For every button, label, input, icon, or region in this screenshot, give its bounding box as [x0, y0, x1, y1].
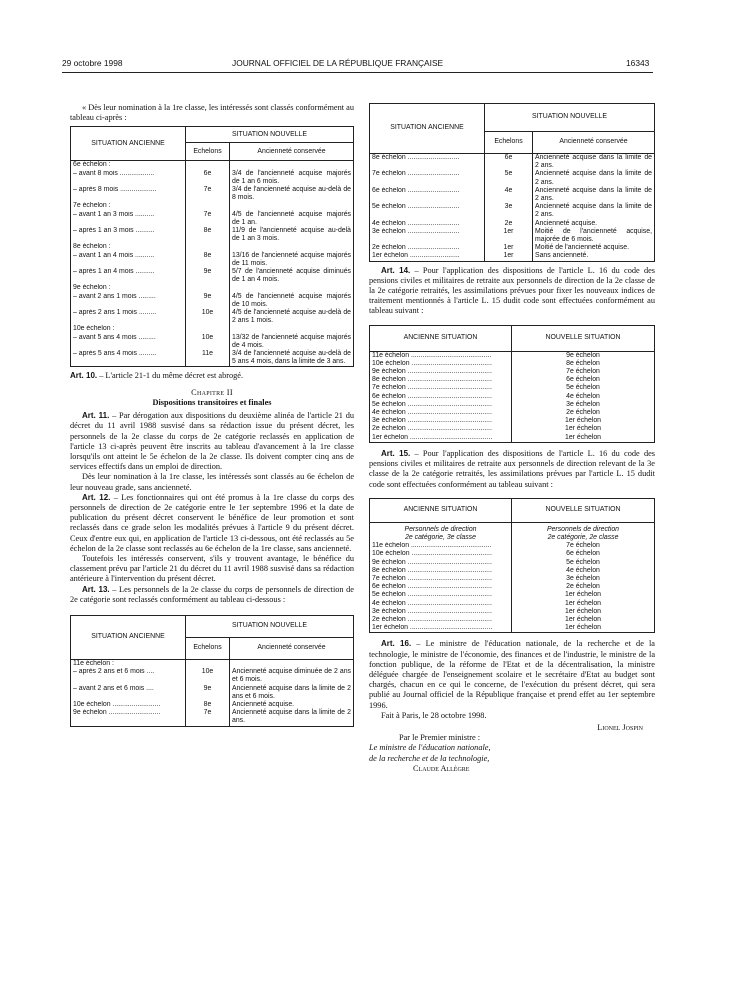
- cell-anciennete: 13/16 de l'ancienneté acquise majorés de 11 mois.: [230, 252, 354, 268]
- cell-echelon: [186, 325, 230, 333]
- cell-anciennete: Sans ancienneté.: [533, 252, 655, 261]
- cell-anciennete: 13/32 de l'ancienneté acquise majorés de 4 mois.: [230, 334, 354, 350]
- cell-ancienne-situation: 11e échelon ..........................................: [370, 542, 512, 550]
- cell-situation-ancienne: 7e échelon :: [71, 202, 186, 210]
- table-row: [71, 325, 354, 333]
- table-row: [370, 600, 655, 608]
- table-row: [71, 252, 354, 268]
- cell-nouvelle-situation: 1er échelon: [512, 608, 655, 616]
- cell-anciennete: [230, 161, 354, 170]
- table-row: [71, 170, 354, 186]
- cell-echelon: 8e: [186, 252, 230, 268]
- table-row: [370, 203, 655, 219]
- table-row: [71, 161, 354, 170]
- cell-nouvelle-situation: 1er échelon: [512, 624, 655, 633]
- pension-assimilation-table-2: [369, 498, 655, 634]
- cell-situation-ancienne: – après 8 mois ...................: [71, 186, 186, 202]
- cell-nouvelle-situation: 7e échelon: [512, 368, 655, 376]
- right-column: [369, 103, 655, 774]
- cell-situation-ancienne: 2e échelon ...........................: [370, 244, 485, 252]
- cell-nouvelle-situation: 1er échelon: [512, 616, 655, 624]
- cell-echelon: 9e: [186, 293, 230, 309]
- cell-ancienne-situation: 8e échelon ............................................: [370, 376, 512, 384]
- cell-situation-ancienne: – après 1 an 4 mois ..........: [71, 268, 186, 284]
- article-text: – L'article 21-1 du même décret est abrogé.: [97, 371, 244, 381]
- col-header-echelons: Echelons: [186, 637, 230, 659]
- article-12: [70, 493, 354, 554]
- cell-nouvelle-situation: 1er échelon: [512, 600, 655, 608]
- cell-ancienne-situation: 10e échelon ..........................................: [370, 360, 512, 368]
- cell-situation-ancienne: – avant 5 ans 4 mois .........: [71, 334, 186, 350]
- cell-situation-ancienne: 10e échelon .........................: [71, 701, 186, 709]
- cell-echelon: 10e: [186, 334, 230, 350]
- article-label: Art. 12.: [82, 492, 111, 502]
- cell-ancienne-situation: 1er échelon ...........................................: [370, 624, 512, 633]
- table-row: [71, 309, 354, 325]
- cell-situation-ancienne: 9e échelon :: [71, 284, 186, 292]
- article-15: [369, 449, 655, 490]
- cell-ancienne-situation: 2e échelon ............................................: [370, 425, 512, 433]
- table-row: [370, 360, 655, 368]
- table-row: [370, 409, 655, 417]
- cell-echelon: 7e: [186, 709, 230, 726]
- cell-anciennete: Moitié de l'ancienneté acquise.: [533, 244, 655, 252]
- cell-anciennete: [230, 659, 354, 668]
- cell-anciennete: [230, 284, 354, 292]
- cell-situation-ancienne: 3e échelon ...........................: [370, 228, 485, 244]
- cell-situation-ancienne: 10e échelon :: [71, 325, 186, 333]
- subheader-ancienne: Personnels de direction 2e catégorie, 3e classe: [370, 522, 512, 542]
- cell-situation-ancienne: – avant 2 ans 1 mois .........: [71, 293, 186, 309]
- table-row: [71, 243, 354, 251]
- article-label: Art. 14.: [381, 265, 411, 275]
- cell-anciennete: Ancienneté acquise dans la limite de 2 ans et 6 mois.: [230, 685, 354, 701]
- cell-situation-ancienne: – avant 1 an 4 mois ..........: [71, 252, 186, 268]
- table-row: [370, 368, 655, 376]
- cell-nouvelle-situation: 5e échelon: [512, 559, 655, 567]
- cell-nouvelle-situation: 2e échelon: [512, 583, 655, 591]
- cell-echelon: 11e: [186, 350, 230, 367]
- cell-nouvelle-situation: 3e échelon: [512, 401, 655, 409]
- table-row: [370, 417, 655, 425]
- col-header-nouvelle-situation: NOUVELLE SITUATION: [512, 498, 655, 522]
- table-row: [370, 608, 655, 616]
- article-text: – Les fonctionnaires qui ont été promus à la 1re classe du corps des personnels de direction de 2e catégorie entre le 1er septembre 1996 et la date de publication du présent décret conservent le bénéfice de leur promotion et sont reclassés dans ce grade selon les modalités prévues à l'article 9 du présent décret. Ceux d'entre eux qui, en application de l'article 13 ci-dessous, ont été reclassés au 5e échelon de la 2e classe sont reclassés au 6e échelon de la 1re classe, sans ancienneté.: [70, 492, 355, 553]
- cell-nouvelle-situation: 7e échelon: [512, 542, 655, 550]
- col-header-situation-nouvelle: SITUATION NOUVELLE: [186, 127, 354, 143]
- cell-situation-ancienne: 8e échelon ...........................: [370, 154, 485, 171]
- col-header-anciennete: Ancienneté conservée: [533, 132, 655, 154]
- cell-nouvelle-situation: 5e échelon: [512, 384, 655, 392]
- table-row: [370, 591, 655, 599]
- table-row: [71, 659, 354, 668]
- cell-echelon: 1er: [485, 244, 533, 252]
- cell-anciennete: Ancienneté acquise diminuée de 2 ans et 6 mois.: [230, 668, 354, 684]
- cell-situation-ancienne: 4e échelon ...........................: [370, 220, 485, 228]
- cell-nouvelle-situation: 2e échelon: [512, 409, 655, 417]
- article-10: [70, 371, 354, 381]
- header-title: JOURNAL OFFICIEL DE LA RÉPUBLIQUE FRANÇAISE: [232, 58, 444, 68]
- article-label: Art. 11.: [82, 411, 110, 421]
- article-text: – Pour l'application des dispositions de l'article L. 16 du code des pensions civiles et militaires de retraite aux personnels de direction de la 2e classe de la 2e catégorie retraités, les assimilations prévues pour fixer les nouveaux indices de traitement mentionnés à l'article L. 15 dudit code sont effectuées conformément au tableau suivant :: [369, 265, 655, 316]
- cell-anciennete: Ancienneté acquise.: [533, 220, 655, 228]
- cell-anciennete: 5/7 de l'ancienneté acquise diminués de 1 an 4 mois.: [230, 268, 354, 284]
- table-row: [71, 685, 354, 701]
- table-row: [370, 575, 655, 583]
- reclassification-table-1: [70, 126, 354, 367]
- cell-ancienne-situation: 9e échelon ............................................: [370, 559, 512, 567]
- cell-echelon: 9e: [186, 268, 230, 284]
- cell-nouvelle-situation: 9e échelon: [512, 351, 655, 360]
- table-row: [370, 376, 655, 384]
- table-row: [370, 559, 655, 567]
- cell-anciennete: 11/9 de l'ancienneté acquise au-delà de 1 an 3 mois.: [230, 227, 354, 243]
- table-row: [71, 709, 354, 726]
- cell-ancienne-situation: 6e échelon ............................................: [370, 393, 512, 401]
- cell-situation-ancienne: 11e échelon :: [71, 659, 186, 668]
- cell-echelon: [186, 202, 230, 210]
- article-14: [369, 266, 655, 317]
- table-row: [71, 202, 354, 210]
- table-row: [71, 268, 354, 284]
- table-row: [370, 550, 655, 558]
- table-row: [71, 186, 354, 202]
- cell-anciennete: Ancienneté acquise dans la limite de 2 ans.: [230, 709, 354, 726]
- article-label: Art. 15.: [381, 448, 411, 458]
- col-header-echelons: Echelons: [186, 143, 230, 161]
- cell-nouvelle-situation: 1er échelon: [512, 434, 655, 443]
- cell-anciennete: 3/4 de l'ancienneté acquise majorés de 1 an 6 mois.: [230, 170, 354, 186]
- col-header-situation-ancienne: SITUATION ANCIENNE: [71, 615, 186, 659]
- cell-situation-ancienne: – avant 2 ans et 6 mois ....: [71, 685, 186, 701]
- cell-anciennete: Ancienneté acquise dans la limite de 2 ans.: [533, 154, 655, 171]
- cell-echelon: 1er: [485, 228, 533, 244]
- cell-echelon: 3e: [485, 203, 533, 219]
- table-row: [71, 293, 354, 309]
- cell-anciennete: 4/5 de l'ancienneté acquise au-delà de 2 ans 1 mois.: [230, 309, 354, 325]
- article-label: Art. 13.: [82, 584, 110, 594]
- table-row: [370, 244, 655, 252]
- table-row: [71, 227, 354, 243]
- table-row: [370, 425, 655, 433]
- table-row: [370, 624, 655, 633]
- cell-echelon: 5e: [485, 170, 533, 186]
- cell-echelon: 10e: [186, 309, 230, 325]
- col-header-anciennete: Ancienneté conservée: [230, 637, 354, 659]
- cell-echelon: 7e: [186, 186, 230, 202]
- minister-title-line-2: de la recherche et de la technologie,: [369, 753, 490, 763]
- header-date: 29 octobre 1998: [62, 58, 123, 68]
- article-text: – Le ministre de l'éducation nationale, de la recherche et de la technologie, le ministre de l'économie, des finances et de l'industrie, le ministre de la fonction publique, de la réforme de l'Etat et de la décentralisation, la ministre déléguée chargée de l'enseignement scolaire et le secrétaire d'Etat au budget sont chargés, chacun en ce qui le concerne, de l'exécution du présent décret, qui sera publié au Journal officiel de la République française et prend effet au 1er septembre 1996.: [369, 639, 655, 710]
- col-header-nouvelle-situation: NOUVELLE SITUATION: [512, 325, 655, 351]
- col-header-situation-nouvelle: SITUATION NOUVELLE: [485, 104, 655, 132]
- cell-anciennete: Ancienneté acquise dans la limite de 2 ans.: [533, 170, 655, 186]
- cell-ancienne-situation: 7e échelon ............................................: [370, 384, 512, 392]
- cell-situation-ancienne: – avant 1 an 3 mois ..........: [71, 211, 186, 227]
- article-text: – Par dérogation aux dispositions du deuxième alinéa de l'article 21 du décret du 11 avril 1988 susvisé dans sa rédaction issue du présent décret, les personnels de la 2e classe du corps de 2e catégorie reclassés en application de l'article 13 ci-après peuvent être inscrits au tableau d'avancement à la 1re classe lorsqu'ils ont atteint le 5e échelon de la 2e classe. Ils doivent compter cinq ans de services effectifs dans un emploi de direction.: [70, 411, 354, 472]
- cell-echelon: 1er: [485, 252, 533, 261]
- table-row: [370, 567, 655, 575]
- paragraph-toutefois: Toutefois les intéressés conservent, s'ils y trouvent avantage, le bénéfice du classement prévu par l'article 21 du décret du 11 avril 1988 susvisé dans sa rédaction antérieure à l'intervention du présent décret.: [70, 553, 354, 584]
- cell-ancienne-situation: 4e échelon ............................................: [370, 600, 512, 608]
- table-row: [71, 211, 354, 227]
- paragraph-des-leur-nomination: Dès leur nomination à la 1re classe, les intéressés sont classés au 6e échelon de leur nouveau grade, sans ancienneté.: [70, 472, 354, 492]
- intro-paragraph: « Dès leur nomination à la 1re classe, les intéressés sont classés conformément au tableau ci-après :: [70, 103, 354, 123]
- table-row: [71, 284, 354, 292]
- cell-situation-ancienne: 9e échelon ...........................: [71, 709, 186, 726]
- cell-situation-ancienne: – après 5 ans 4 mois .........: [71, 350, 186, 367]
- chapter-heading: Chapitre II: [191, 387, 233, 397]
- header-page-number: 16343: [626, 58, 650, 68]
- cell-anciennete: [230, 325, 354, 333]
- article-13: [70, 585, 354, 605]
- cell-echelon: 6e: [186, 170, 230, 186]
- signature-minister: Claude Allègre: [413, 763, 470, 773]
- table-row: [71, 668, 354, 684]
- cell-anciennete: [230, 243, 354, 251]
- table-row: [370, 187, 655, 203]
- cell-situation-ancienne: – après 1 an 3 mois ..........: [71, 227, 186, 243]
- cell-anciennete: 3/4 de l'ancienneté acquise au-delà de 5 ans 4 mois, dans la limite de 3 ans.: [230, 350, 354, 367]
- cell-echelon: 9e: [186, 685, 230, 701]
- cell-echelon: 8e: [186, 227, 230, 243]
- cell-nouvelle-situation: 6e échelon: [512, 376, 655, 384]
- cell-situation-ancienne: 6e échelon ...........................: [370, 187, 485, 203]
- table-row: [370, 393, 655, 401]
- cell-anciennete: 4/5 de l'ancienneté acquise majorés de 1 an.: [230, 211, 354, 227]
- cell-nouvelle-situation: 3e échelon: [512, 575, 655, 583]
- cell-situation-ancienne: 8e échelon :: [71, 243, 186, 251]
- cell-echelon: 6e: [485, 154, 533, 171]
- table-row: [370, 616, 655, 624]
- par-le-premier-ministre: Par le Premier ministre :: [399, 733, 481, 743]
- minister-title-line-1: Le ministre de l'éducation nationale,: [369, 743, 491, 753]
- table-row: [370, 351, 655, 360]
- article-text: – Les personnels de la 2e classe du corps de personnels de direction de 2e catégorie sont reclassés conformément au tableau ci-dessous :: [70, 584, 354, 604]
- cell-echelon: 4e: [485, 187, 533, 203]
- cell-echelon: 10e: [186, 668, 230, 684]
- cell-echelon: 8e: [186, 701, 230, 709]
- col-header-situation-ancienne: SITUATION ANCIENNE: [370, 104, 485, 154]
- cell-situation-ancienne: 7e échelon ...........................: [370, 170, 485, 186]
- article-label: Art. 10.: [70, 371, 98, 381]
- cell-anciennete: Moitié de l'ancienneté acquise, majorée de 6 mois.: [533, 228, 655, 244]
- cell-echelon: [186, 284, 230, 292]
- article-16: [369, 639, 655, 710]
- cell-situation-ancienne: 1er échelon ..........................: [370, 252, 485, 261]
- cell-ancienne-situation: 1er échelon ...........................................: [370, 434, 512, 443]
- left-column: [70, 103, 354, 727]
- col-header-situation-nouvelle: SITUATION NOUVELLE: [186, 615, 354, 637]
- cell-ancienne-situation: 5e échelon ............................................: [370, 591, 512, 599]
- table-row: [71, 350, 354, 367]
- cell-anciennete: Ancienneté acquise.: [230, 701, 354, 709]
- cell-echelon: [186, 659, 230, 668]
- subheader-nouvelle: Personnels de direction 2e catégorie, 2e classe: [512, 522, 655, 542]
- cell-echelon: [186, 243, 230, 251]
- cell-nouvelle-situation: 4e échelon: [512, 393, 655, 401]
- cell-situation-ancienne: – après 2 ans et 6 mois ....: [71, 668, 186, 684]
- cell-situation-ancienne: 6e échelon :: [71, 161, 186, 170]
- table-row: [370, 220, 655, 228]
- cell-nouvelle-situation: 1er échelon: [512, 417, 655, 425]
- cell-echelon: 2e: [485, 220, 533, 228]
- cell-anciennete: 3/4 de l'ancienneté acquise au-delà de 8 mois.: [230, 186, 354, 202]
- cell-anciennete: Ancienneté acquise dans la limite de 2 ans.: [533, 187, 655, 203]
- cell-situation-ancienne: 5e échelon ...........................: [370, 203, 485, 219]
- cell-nouvelle-situation: 1er échelon: [512, 425, 655, 433]
- col-header-ancienne-situation: ANCIENNE SITUATION: [370, 325, 512, 351]
- cell-nouvelle-situation: 1er échelon: [512, 591, 655, 599]
- table-row: [370, 228, 655, 244]
- signature-premier-ministre: Lionel Jospin: [597, 722, 643, 732]
- article-text: – Pour l'application des dispositions de l'article L. 16 du code des pensions civiles et militaires de retraite aux personnels de direction relevant de la 3e classe de la 2e catégorie retraités, les assimilations prévues par l'article L. 15 dudit code sont effectuées conformément au tableau suivant :: [369, 448, 655, 489]
- cell-echelon: 7e: [186, 211, 230, 227]
- col-header-situation-ancienne: SITUATION ANCIENNE: [71, 127, 186, 161]
- cell-ancienne-situation: 10e échelon ..........................................: [370, 550, 512, 558]
- table-row: [370, 154, 655, 171]
- cell-ancienne-situation: 3e échelon ............................................: [370, 417, 512, 425]
- article-11: [70, 411, 354, 472]
- cell-ancienne-situation: 11e échelon ..........................................: [370, 351, 512, 360]
- cell-nouvelle-situation: 6e échelon: [512, 550, 655, 558]
- reclassification-table-2: [70, 615, 354, 727]
- cell-nouvelle-situation: 4e échelon: [512, 567, 655, 575]
- table-row: [370, 252, 655, 261]
- cell-nouvelle-situation: 8e échelon: [512, 360, 655, 368]
- cell-ancienne-situation: 7e échelon ............................................: [370, 575, 512, 583]
- cell-ancienne-situation: 2e échelon ............................................: [370, 616, 512, 624]
- header-rule: [62, 72, 653, 73]
- article-label: Art. 16.: [381, 639, 412, 649]
- col-header-anciennete: Ancienneté conservée: [230, 143, 354, 161]
- cell-ancienne-situation: 4e échelon ............................................: [370, 409, 512, 417]
- table-row: [71, 334, 354, 350]
- cell-situation-ancienne: – avant 8 mois ..................: [71, 170, 186, 186]
- table-row: [370, 434, 655, 443]
- col-header-ancienne-situation: ANCIENNE SITUATION: [370, 498, 512, 522]
- cell-anciennete: 4/5 de l'ancienneté acquise majorés de 10 mois.: [230, 293, 354, 309]
- table-row: [370, 384, 655, 392]
- cell-ancienne-situation: 6e échelon ............................................: [370, 583, 512, 591]
- cell-echelon: [186, 161, 230, 170]
- table-row: [370, 401, 655, 409]
- col-header-echelons: Echelons: [485, 132, 533, 154]
- cell-ancienne-situation: 3e échelon ............................................: [370, 608, 512, 616]
- fait-a-paris: Fait à Paris, le 28 octobre 1998.: [381, 710, 487, 720]
- table-row: [370, 583, 655, 591]
- section-heading: Dispositions transitoires et finales: [152, 397, 272, 407]
- cell-anciennete: Ancienneté acquise dans la limite de 2 ans.: [533, 203, 655, 219]
- cell-situation-ancienne: – après 2 ans 1 mois .........: [71, 309, 186, 325]
- table-row: [71, 701, 354, 709]
- cell-ancienne-situation: 5e échelon ............................................: [370, 401, 512, 409]
- table-row: [370, 170, 655, 186]
- pension-assimilation-table-1: [369, 325, 655, 443]
- cell-anciennete: [230, 202, 354, 210]
- reclassification-table-3: [369, 103, 655, 262]
- cell-ancienne-situation: 8e échelon ............................................: [370, 567, 512, 575]
- table-row: [370, 542, 655, 550]
- cell-ancienne-situation: 9e échelon ............................................: [370, 368, 512, 376]
